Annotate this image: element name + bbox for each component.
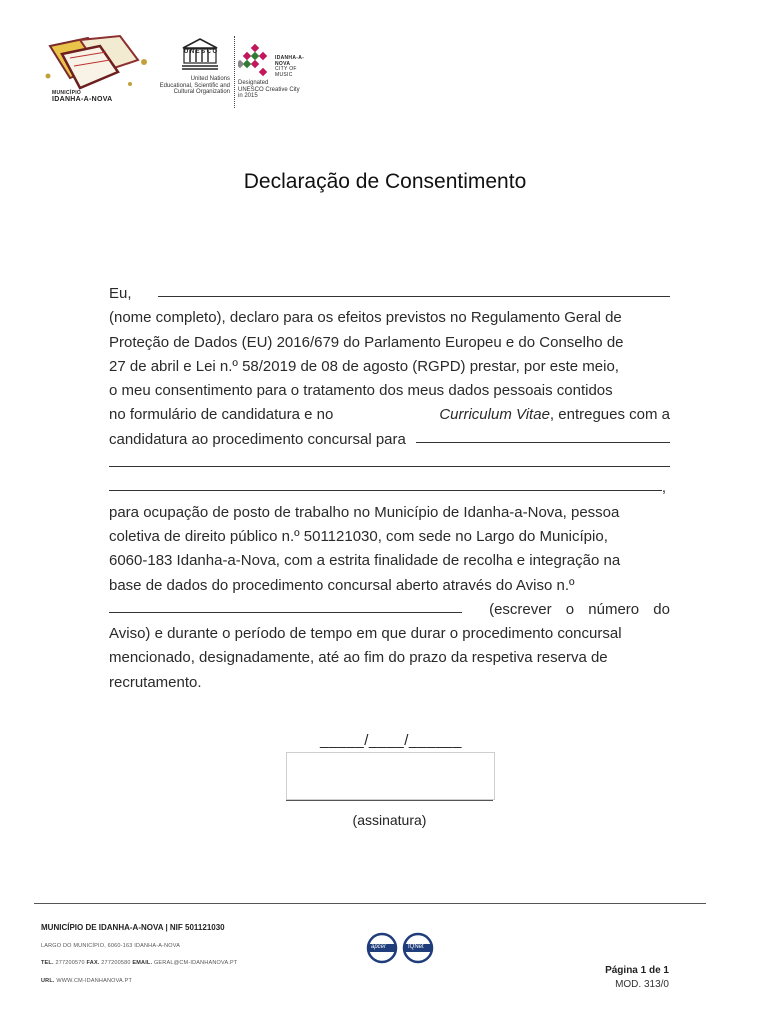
municipio-name: IDANHA-A-NOVA xyxy=(52,96,113,103)
footer-org: MUNICÍPIO DE IDANHA-A-NOVA | NIF 501121030 xyxy=(41,923,225,932)
footer-url: URL. WWW.CM-IDANHANOVA.PT xyxy=(41,978,133,984)
body-line: Proteção de Dados (EU) 2016/679 do Parlamento Europeu e do Conselho de xyxy=(109,333,624,351)
certification-logos xyxy=(366,932,438,964)
body-line: (nome completo), declaro para os efeitos previstos no Regulamento Geral de xyxy=(109,309,622,327)
body-line: candidatura ao procedimento concursal para xyxy=(109,428,670,452)
unesco-text: United Nations Educational, Scientific and Cultural Organization xyxy=(159,76,230,95)
footer-address: LARGO DO MUNICÍPIO, 6060-163 IDANHA-A-NOVA xyxy=(41,943,181,949)
page-number: Página 1 de 1 xyxy=(605,965,669,976)
unesco-divider xyxy=(234,36,235,108)
model-code: MOD. 313/0 xyxy=(615,979,669,990)
body-line: base de dados do procedimento concursal aberto através do Aviso n.º xyxy=(109,576,575,594)
unesco-word: UNESCO xyxy=(184,49,219,55)
cert-iqnet: IQNet xyxy=(408,944,424,950)
body-line: recrutamento. xyxy=(109,673,202,691)
municipio-logo xyxy=(40,32,155,112)
municipio-small-label: MUNICÍPIO xyxy=(52,90,82,96)
signature-line xyxy=(286,800,493,801)
unesco-temple-icon xyxy=(180,38,220,74)
designated-text: Designated UNESCO Creative City in 2015 xyxy=(238,80,300,99)
curriculum-vitae-text: Curriculum Vitae xyxy=(439,406,550,424)
aviso-blank[interactable] xyxy=(109,598,462,613)
procedure-blank[interactable] xyxy=(416,428,670,443)
body-line: 27 de abril e Lei n.º 58/2019 de 08 de agosto (RGPD) prestar, por este meio, xyxy=(109,357,619,375)
body-line: para ocupação de posto de trabalho no Município de Idanha-a-Nova, pessoa xyxy=(109,503,620,521)
name-blank[interactable] xyxy=(158,282,670,297)
consent-body xyxy=(109,282,670,695)
municipio-emblem-icon xyxy=(40,32,155,94)
body-line: o meu consentimento para o tratamento dos meus dados pessoais contidos xyxy=(109,382,613,400)
body-line: Aviso) e durante o período de tempo em que durar o procedimento concursal xyxy=(109,625,622,643)
procedure-blank-2[interactable] xyxy=(109,452,670,467)
date-field[interactable]: _____/____/______ xyxy=(320,732,462,749)
procedure-blank-3[interactable] xyxy=(109,476,662,491)
unesco-logo xyxy=(150,36,310,110)
body-line: Eu, xyxy=(109,282,670,306)
city-of-music-text: IDANHA-A-NOVA CITY OF MUSIC xyxy=(275,55,305,78)
creative-city-diamond-icon xyxy=(238,44,272,78)
body-line: (escrever o número do xyxy=(109,598,670,622)
document-title: Declaração de Consentimento xyxy=(243,170,527,193)
signature-box[interactable] xyxy=(286,752,495,800)
footer-divider xyxy=(34,903,706,904)
body-line: mencionado, designadamente, até ao fim do prazo da respetiva reserva de xyxy=(109,649,608,667)
footer-contacts: TEL. 277200570 FAX. 277200580 EMAIL. GERAL@CM-IDANHANOVA.PT xyxy=(41,960,238,966)
body-line: coletiva de direito público n.º 501121030, com sede no Largo do Município, xyxy=(109,527,608,545)
body-line xyxy=(109,452,670,476)
body-line: , xyxy=(109,476,670,500)
signature-label: (assinatura) xyxy=(352,812,427,828)
body-line: 6060-183 Idanha-a-Nova, com a estrita finalidade de recolha e integração na xyxy=(109,552,621,570)
cert-apcer: apcer xyxy=(371,944,387,950)
body-line: no formulário de candidatura e no Curriculum Vitae, entregues com a xyxy=(109,406,670,424)
